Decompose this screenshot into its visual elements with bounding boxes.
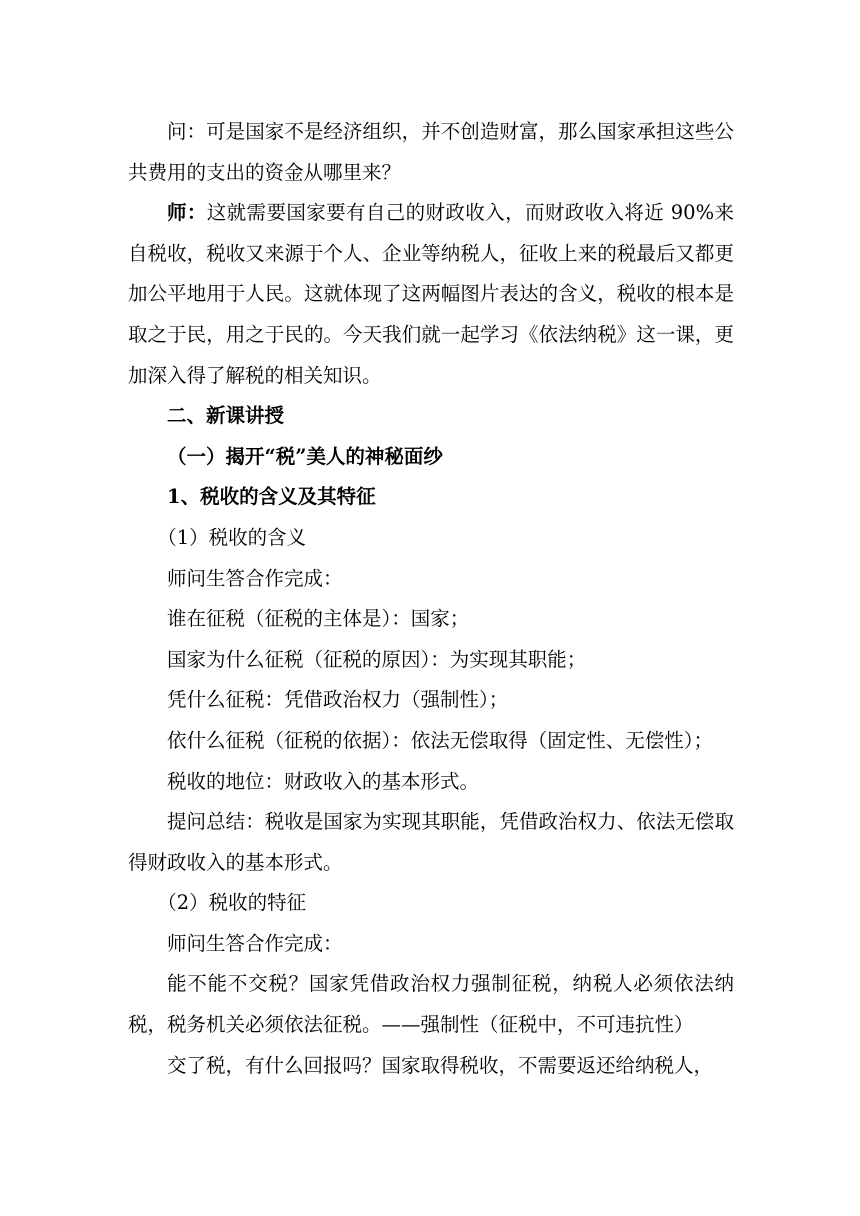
paragraph: 税收的地位：财政收入的基本形式。 (167, 769, 480, 793)
paragraph-text: 这就需要国家要有自己的财政收入，而财政收入将近 90%来自税收，税收又来源于个人、企业等纳税人，征收上来的税最后又都更加公平地用于人民。这就体现了这两幅图片表达的含义，税收的根本是取之于民，用之于民的。今天我们就一起学习《依法纳税》这一课，更加深入得了解税的相关知识。 (128, 201, 734, 387)
paragraph: 交了税，有什么回报吗？国家取得税收，不需要返还给纳税人， (167, 1053, 714, 1077)
document-body (128, 112, 734, 1086)
paragraph: 谁在征税（征税的主体是）：国家； (167, 607, 470, 631)
subsection-heading: （一）揭开“税”美人的神秘面纱 (167, 444, 443, 468)
paragraph: 依什么征税（征税的依据）：依法无偿取得（固定性、无偿性）； (167, 728, 714, 752)
subtopic-heading: （1）税收的含义 (157, 525, 307, 549)
paragraph: 师问生答合作完成： (167, 566, 343, 590)
paragraph: 国家为什么征税（征税的原因）：为实现其职能； (167, 647, 587, 671)
paragraph: 能不能不交税？国家凭借政治权力强制征税，纳税人必须依法纳税，税务机关必须依法征税。——强制性（征税中，不可违抗性） (128, 972, 734, 1037)
paragraph: 凭什么征税：凭借政治权力（强制性）； (167, 688, 509, 712)
paragraph: 师问生答合作完成： (167, 931, 343, 955)
topic-heading: 1、税收的含义及其特征 (167, 485, 376, 509)
subtopic-heading: （2）税收的特征 (157, 891, 307, 915)
speaker-label: 师： (167, 201, 207, 225)
paragraph-text: 问：可是国家不是经济组织，并不创造财富，那么国家承担这些公共费用的支出的资金从哪里来？ (128, 120, 734, 184)
paragraph-summary: 提问总结：税收是国家为实现其职能，凭借政治权力、依法无偿取得财政收入的基本形式。 (128, 810, 734, 874)
section-heading: 二、新课讲授 (167, 404, 285, 428)
paragraph-question (128, 112, 734, 193)
paragraph-teacher-answer (128, 193, 734, 396)
